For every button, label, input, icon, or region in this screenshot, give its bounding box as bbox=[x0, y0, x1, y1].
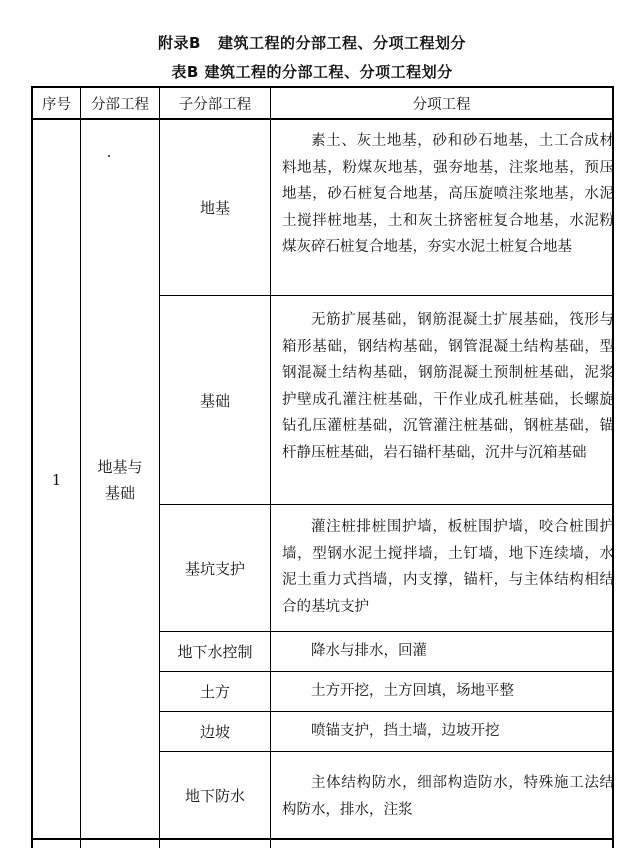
column-divider bbox=[270, 86, 271, 848]
subdivision-cell: 土方 bbox=[199, 683, 230, 701]
appendix-title: 建筑工程的分部工程、分项工程划分 bbox=[218, 34, 467, 52]
scan-speck bbox=[108, 155, 110, 157]
items-cell: 主体结构防水，细部构造防水，特殊施工法结构防水，排水，注浆 bbox=[282, 775, 614, 818]
division-name-line2: 基础 bbox=[104, 484, 135, 502]
appendix-heading bbox=[0, 32, 624, 53]
items-cell: 土方开挖，土方回填，场地平整 bbox=[311, 683, 514, 699]
header-subdivision: 子分部工程 bbox=[178, 96, 252, 113]
header-bottom-border bbox=[31, 118, 613, 120]
subdivision-cell: 边坡 bbox=[199, 723, 230, 741]
items-cell: 降水与排水，回灌 bbox=[311, 643, 427, 659]
table-caption: 表B 建筑工程的分部工程、分项工程划分 bbox=[171, 63, 453, 81]
table-bottom-border bbox=[31, 838, 613, 840]
division-name-line1: 地基与 bbox=[97, 458, 143, 476]
items-cell: 灌注桩排桩围护墙，板桩围护墙，咬合桩围护墙，型钢水泥土搅拌墙，土钉墙，地下连续墙，水泥土重力式挡墙，内支撑，锚杆，与主体结构相结合的基坑支护 bbox=[282, 519, 614, 615]
subdivision-cell: 基础 bbox=[199, 391, 230, 410]
appendix-label: 附录B bbox=[157, 34, 201, 52]
subdivision-cell: 基坑支护 bbox=[184, 559, 245, 578]
header-items: 分项工程 bbox=[412, 96, 471, 113]
items-cell: 无筋扩展基础，钢筋混凝土扩展基础，筏形与箱形基础，钢结构基础，钢管混凝土结构基础，型钢混凝土结构基础，钢筋混凝土预制桩基础，泥浆护壁成孔灌注桩基础，干作业成孔桩基础，长螺旋钻孔压灌桩基础，沉管灌注桩基础，钢桩基础，锚杆静压桩基础，岩石锚杆基础，沉井与沉箱基础 bbox=[282, 312, 614, 461]
row-index: 1 bbox=[51, 471, 62, 489]
header-index: 序号 bbox=[42, 96, 71, 113]
subdivision-cell: 地下水控制 bbox=[177, 643, 253, 661]
subdivision-cell: 地下防水 bbox=[184, 786, 245, 805]
header-division: 分部工程 bbox=[91, 96, 149, 113]
items-cell: 喷锚支护，挡土墙，边坡开挖 bbox=[311, 723, 500, 739]
division-name bbox=[81, 452, 159, 508]
subdivision-cell: 地基 bbox=[199, 198, 230, 217]
items-cell: 素土、灰土地基，砂和砂石地基，土工合成材料地基，粉煤灰地基，强夯地基，注浆地基，预压地基，砂石桩复合地基，高压旋喷注浆地基，水泥土搅拌桩地基，土和灰土挤密桩复合地基，水泥粉煤灰碎石桩复合地基，夯实水泥土桩复合地基 bbox=[282, 133, 614, 255]
